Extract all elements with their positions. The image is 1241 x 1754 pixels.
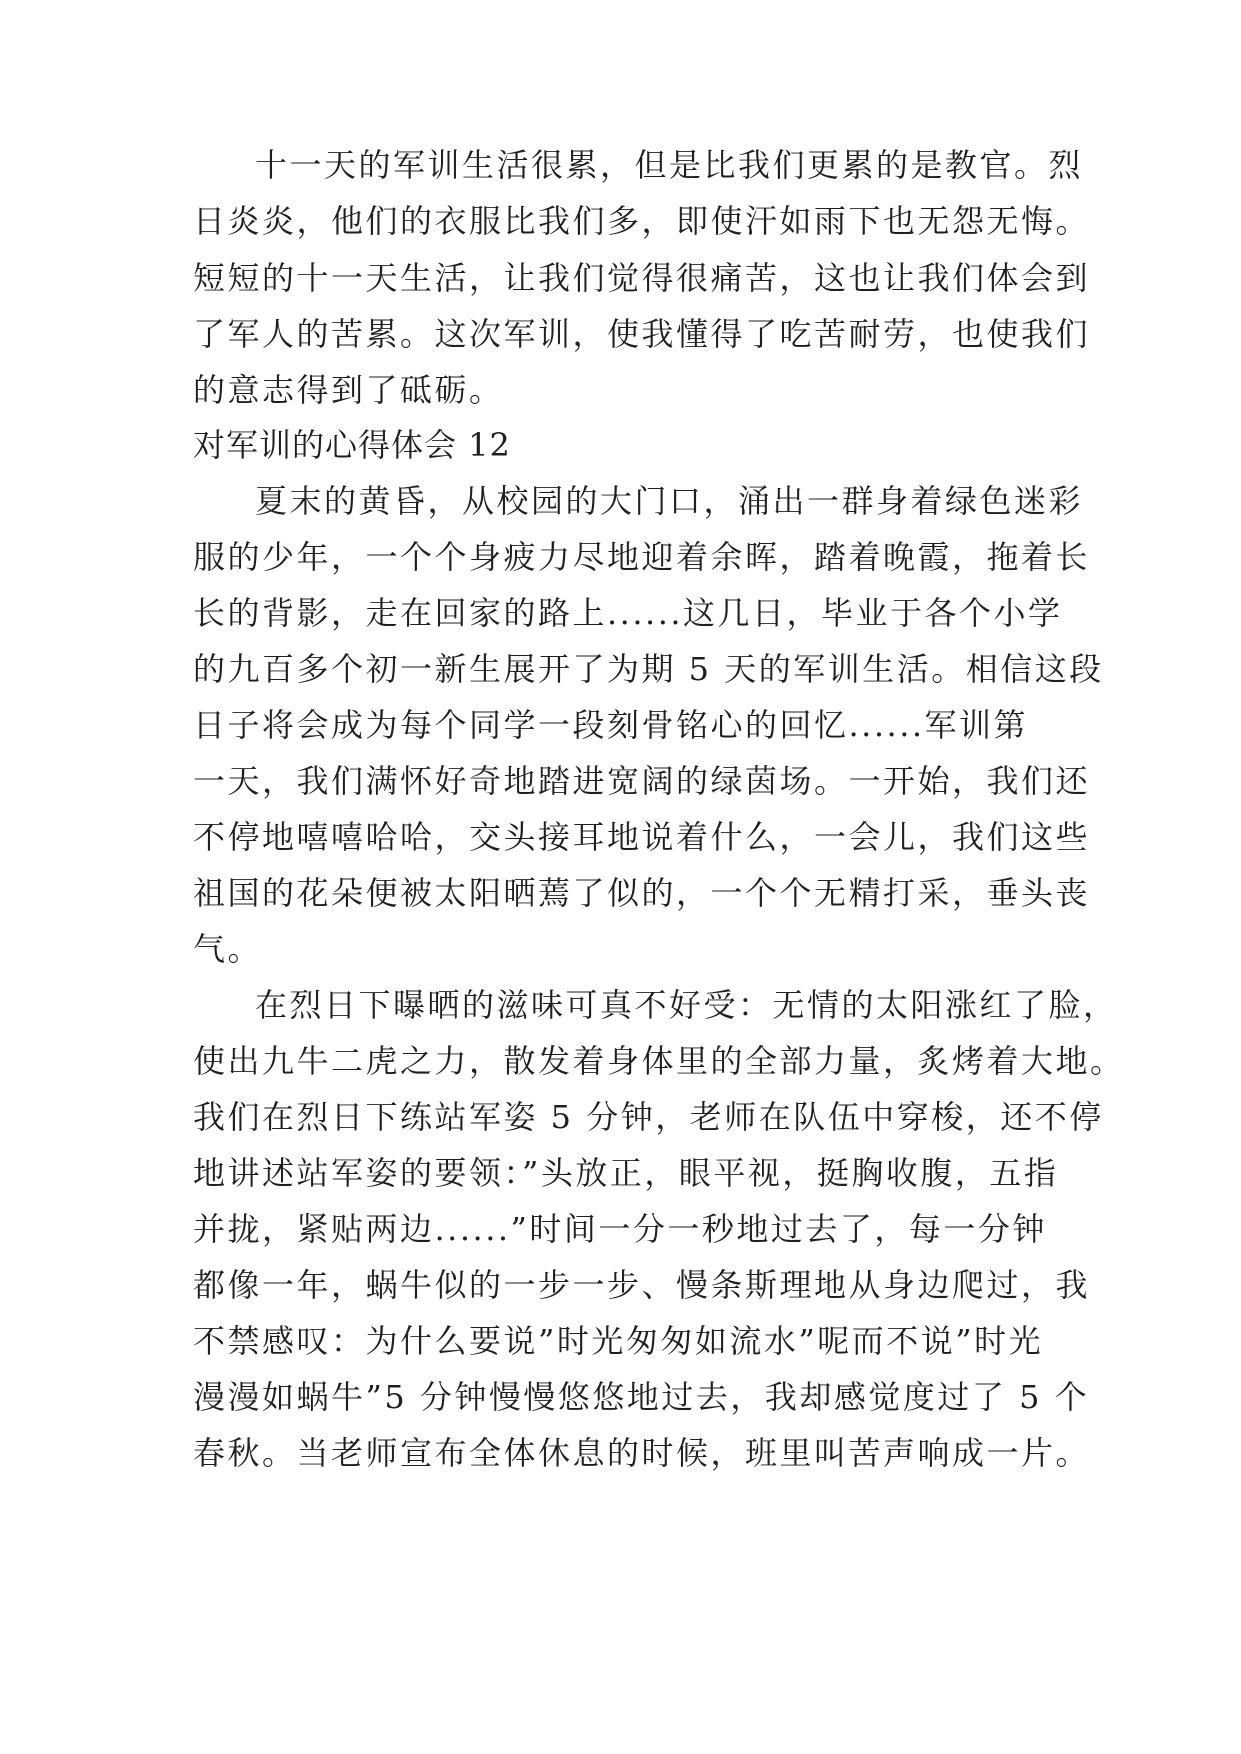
paragraph-line: 我们在烈日下练站军姿 5 分钟，老师在队伍中穿梭，还不停: [193, 1098, 1104, 1136]
paragraph-line: 不停地嘻嘻哈哈，交头接耳地说着什么，一会儿，我们这些: [193, 818, 1091, 856]
paragraph-line: 春秋。当老师宣布全体休息的时候，班里叫苦声响成一片。: [193, 1434, 1091, 1472]
paragraph-line: 短短的十一天生活，让我们觉得很痛苦，这也让我们体会到: [193, 259, 1091, 297]
paragraph-line: 在烈日下曝晒的滋味可真不好受：无情的太阳涨红了脸，: [255, 986, 1118, 1024]
paragraph-line: 一天，我们满怀好奇地踏进宽阔的绿茵场。一开始，我们还: [193, 762, 1091, 800]
paragraph-line: 十一天的军训生活很累，但是比我们更累的是教官。烈: [255, 146, 1084, 184]
paragraph-line: 祖国的花朵便被太阳晒蔫了似的，一个个无精打采，垂头丧: [193, 874, 1091, 912]
paragraph-line: 日子将会成为每个同学一段刻骨铭心的回忆......军训第: [193, 706, 1029, 744]
paragraph-line: 服的少年，一个个身疲力尽地迎着余晖，踏着晚霞，拖着长: [193, 538, 1091, 576]
paragraph-line: 都像一年，蜗牛似的一步一步、慢条斯理地从身边爬过，我: [193, 1266, 1091, 1304]
paragraph-line: 夏末的黄昏，从校园的大门口，涌出一群身着绿色迷彩: [255, 482, 1084, 520]
paragraph-line: 地讲述站军姿的要领：”头放正，眼平视，挺胸收腹，五指: [193, 1154, 1059, 1192]
paragraph-line: 了军人的苦累。这次军训，使我懂得了吃苦耐劳，也使我们: [193, 315, 1091, 353]
paragraph-line: 使出九牛二虎之力，散发着身体里的全部力量，炙烤着大地。: [193, 1042, 1125, 1080]
section-heading: 对军训的心得体会 12: [193, 426, 511, 464]
paragraph-line: 日炎炎，他们的衣服比我们多，即使汗如雨下也无怨无悔。: [193, 202, 1091, 240]
paragraph-line: 的意志得到了砥砺。: [193, 371, 504, 409]
paragraph-line: 气。: [193, 930, 263, 968]
paragraph-line: 的九百多个初一新生展开了为期 5 天的军训生活。相信这段: [193, 650, 1104, 688]
paragraph-line: 长的背影，走在回家的路上......这几日，毕业于各个小学: [193, 594, 1063, 632]
paragraph-line: 漫漫如蜗牛”5 分钟慢慢悠悠地过去，我却感觉度过了 5 个: [193, 1378, 1090, 1416]
paragraph-line: 并拢，紧贴两边......”时间一分一秒地过去了，每一分钟: [193, 1210, 1047, 1248]
paragraph-line: 不禁感叹：为什么要说”时光匆匆如流水”呢而不说”时光: [193, 1322, 1044, 1360]
